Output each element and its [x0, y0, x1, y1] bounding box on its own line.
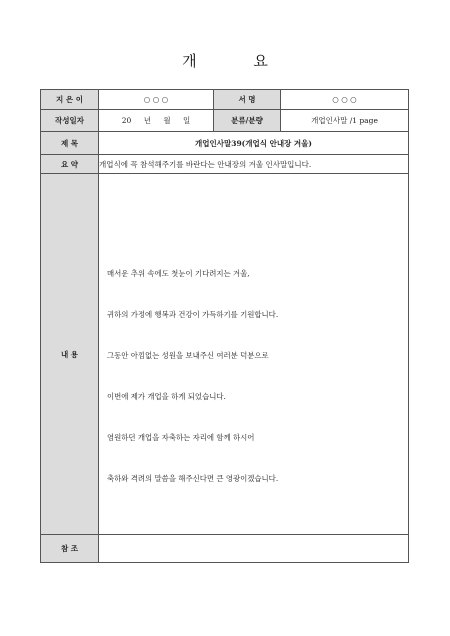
page-title: 개 요	[182, 52, 294, 70]
content-body	[99, 174, 409, 535]
content-line: 그동안 아낌없는 성원을 보내주신 여러분 덕분으로	[107, 351, 269, 360]
reference-label: 참 조	[41, 535, 99, 563]
signature-label: 서 명	[214, 90, 281, 110]
author-value: ○ ○ ○	[99, 90, 214, 110]
category-value: 개업인사말 /1 page	[281, 110, 409, 132]
date-year-unit: 년	[143, 116, 151, 125]
date-label: 작성일자	[41, 110, 99, 132]
signature-value: ○ ○ ○	[281, 90, 409, 110]
subject-value: 개업인사말39(개업식 안내장 겨울)	[99, 132, 409, 155]
summary-label: 요 약	[41, 155, 99, 174]
date-day-unit: 일	[182, 116, 191, 125]
category-label: 분류/분량	[214, 110, 281, 132]
reference-row	[41, 535, 409, 563]
date-year: 20	[121, 116, 132, 125]
reference-value	[99, 535, 409, 563]
date-value	[99, 110, 214, 132]
content-row	[41, 174, 409, 535]
content-lines	[99, 192, 408, 485]
date-row	[41, 110, 409, 132]
date-month-unit: 월	[163, 116, 171, 125]
summary-value: 개업식에 꼭 참석해주기를 바란다는 안내장의 겨울 인사말입니다.	[99, 155, 409, 174]
author-label: 지 은 이	[41, 90, 99, 110]
author-row	[41, 90, 409, 110]
content-line: 귀하의 가정에 행복과 건강이 가득하기를 기원합니다.	[107, 310, 279, 319]
subject-row	[41, 132, 409, 155]
content-line: 이번에 제가 개업을 하게 되었습니다.	[107, 392, 226, 401]
summary-row	[41, 155, 409, 174]
content-line: 축하와 격려의 말씀을 해주신다면 큰 영광이겠습니다.	[107, 474, 279, 483]
subject-label: 제 목	[41, 132, 99, 155]
summary-form-table	[40, 89, 409, 563]
content-line: 매서운 추위 속에도 첫눈이 기다려지는 겨울,	[107, 269, 250, 278]
content-label: 내 용	[41, 174, 99, 535]
content-line: 염원하던 개업을 자축하는 자리에 함께 하시어	[107, 433, 255, 442]
